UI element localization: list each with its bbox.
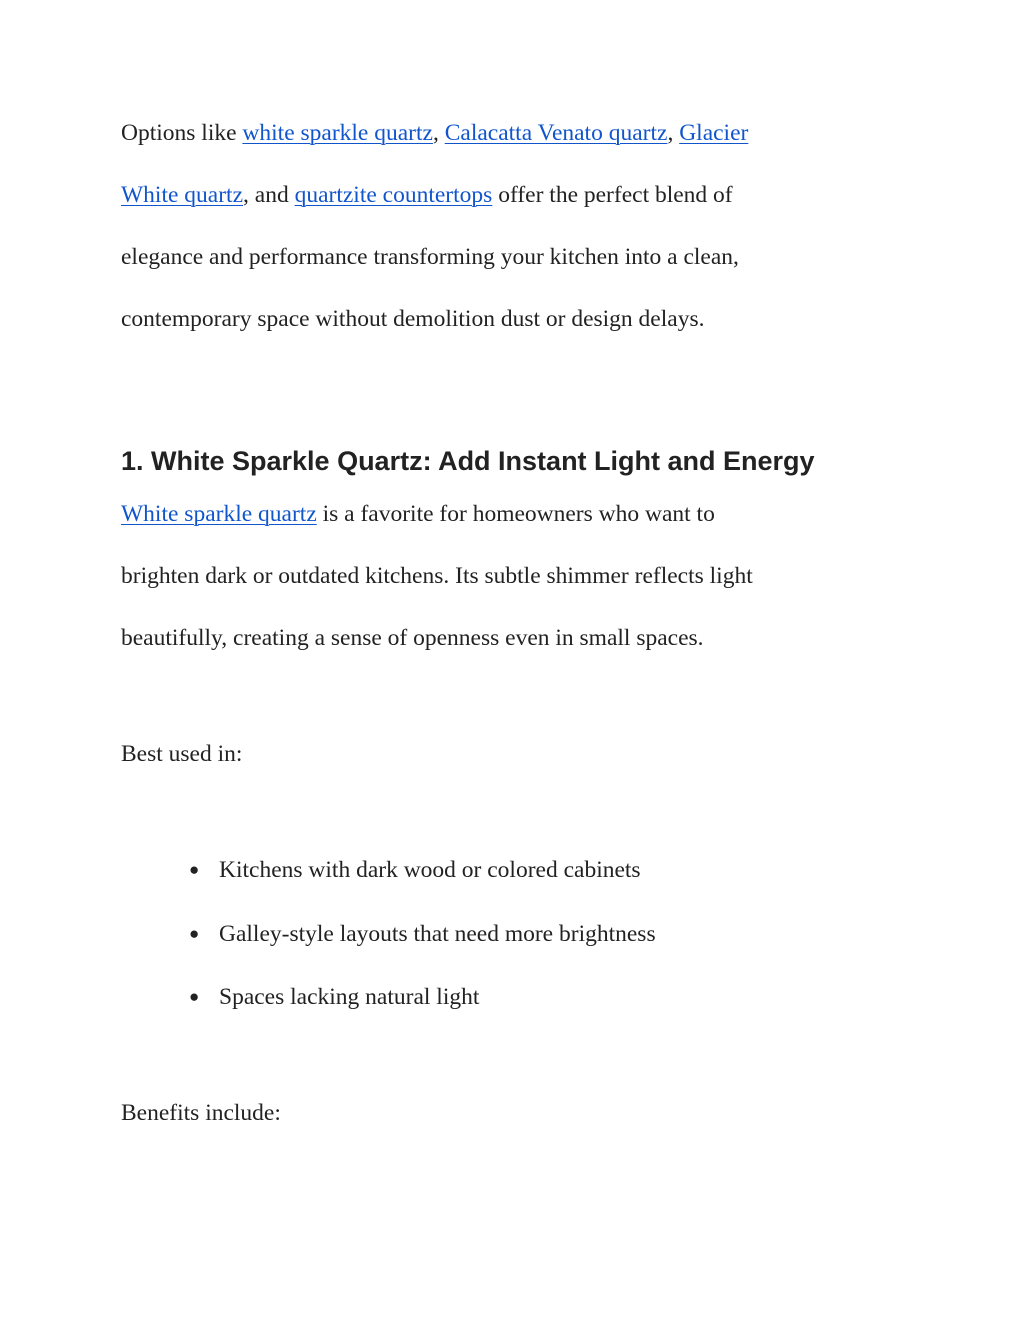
link-white-sparkle-quartz[interactable]: white sparkle quartz (242, 120, 433, 146)
list-item (189, 857, 641, 884)
intro-comma: , (432, 120, 445, 146)
link-quartzite-countertops[interactable]: quartzite countertops (294, 182, 493, 208)
bullet-icon: ● (189, 987, 200, 1006)
intro-line-3: elegance and performance transforming your kitchen into a clean, (121, 244, 739, 270)
list-item-text: Kitchens with dark wood or colored cabinets (219, 857, 641, 883)
section-paragraph-line-3: beautifully, creating a sense of openness even in small spaces. (121, 625, 704, 651)
best-used-label: Best used in: (121, 741, 243, 767)
intro-text: , and (243, 182, 295, 208)
list-item-text: Galley-style layouts that need more brightness (219, 921, 656, 947)
link-white-sparkle-quartz[interactable]: White sparkle quartz (121, 501, 317, 527)
bullet-icon: ● (189, 860, 200, 879)
intro-line-1 (121, 120, 748, 147)
section-paragraph-line-2: brighten dark or outdated kitchens. Its subtle shimmer reflects light (121, 563, 753, 589)
intro-line-4: contemporary space without demolition dust or design delays. (121, 306, 705, 332)
list-item (189, 984, 479, 1011)
section-heading: 1. White Sparkle Quartz: Add Instant Light and Energy (121, 446, 815, 476)
bullet-icon: ● (189, 924, 200, 943)
benefits-label: Benefits include: (121, 1100, 281, 1126)
list-item (189, 921, 656, 948)
section-text: is a favorite for homeowners who want to (316, 501, 715, 527)
intro-line-2 (121, 182, 733, 209)
link-glacier-white-quartz[interactable]: Glacier (679, 120, 749, 146)
intro-comma: , (667, 120, 680, 146)
section-paragraph-line-1 (121, 501, 715, 528)
intro-text: offer the perfect blend of (492, 182, 733, 208)
link-calacatta-venato-quartz[interactable]: Calacatta Venato quartz (444, 120, 668, 146)
list-item-text: Spaces lacking natural light (219, 984, 480, 1010)
link-glacier-white-quartz[interactable]: White quartz (121, 182, 244, 208)
intro-text: Options like (121, 120, 243, 146)
